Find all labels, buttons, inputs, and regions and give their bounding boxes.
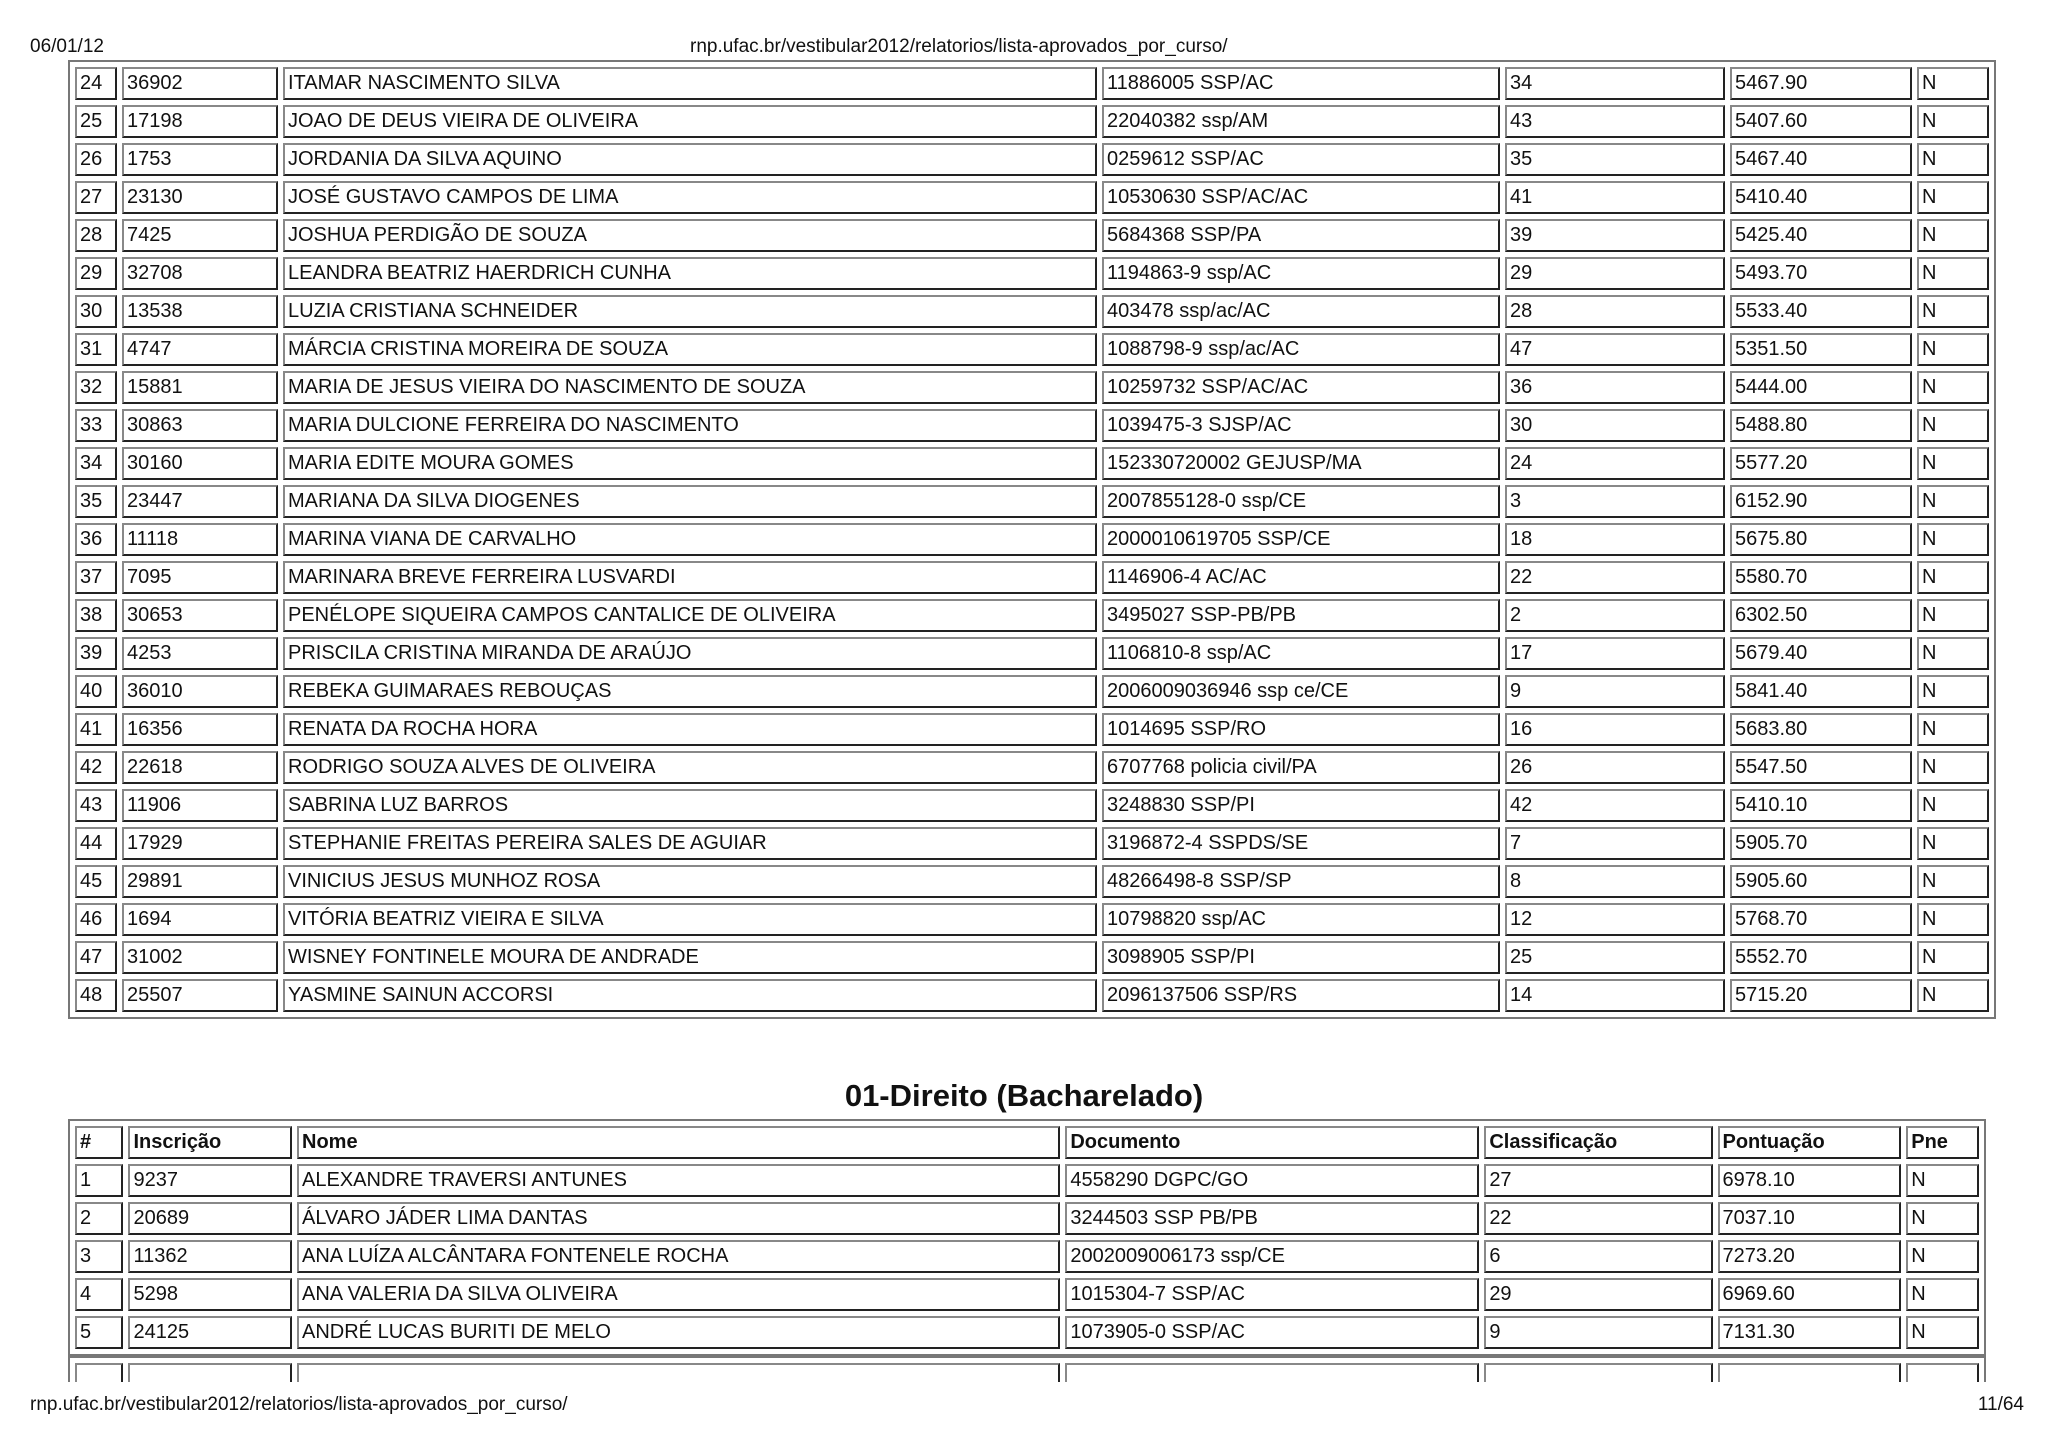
cell-pne: N <box>1917 409 1989 442</box>
cell-nome: JOAO DE DEUS VIEIRA DE OLIVEIRA <box>283 105 1097 138</box>
cell-rank: 25 <box>75 105 117 138</box>
table-row <box>75 941 1989 974</box>
cell-classificacao: 3 <box>1505 485 1725 518</box>
cell-inscricao: 23130 <box>122 181 278 214</box>
table-row <box>75 903 1989 936</box>
table-body <box>75 1164 1979 1349</box>
cell-inscricao: 31002 <box>122 941 278 974</box>
table-body <box>75 67 1989 1012</box>
cell-documento: 2007855128-0 ssp/CE <box>1102 485 1500 518</box>
cell-pontuacao: 5407.60 <box>1730 105 1912 138</box>
cell-pne: N <box>1917 561 1989 594</box>
header-rank: # <box>75 1126 123 1159</box>
table-row <box>75 181 1989 214</box>
cell-pne: N <box>1917 789 1989 822</box>
cell-rank: 45 <box>75 865 117 898</box>
cell-classificacao: 36 <box>1505 371 1725 404</box>
cell-documento: 3495027 SSP-PB/PB <box>1102 599 1500 632</box>
table-row <box>75 447 1989 480</box>
cell-inscricao: 15881 <box>122 371 278 404</box>
header-documento: Documento <box>1065 1126 1479 1159</box>
cell-pontuacao: 5580.70 <box>1730 561 1912 594</box>
cell-pontuacao: 5410.10 <box>1730 789 1912 822</box>
cell-inscricao: 30160 <box>122 447 278 480</box>
cell-inscricao: 24125 <box>128 1316 292 1349</box>
cell-pontuacao: 5467.40 <box>1730 143 1912 176</box>
cell-pne: N <box>1906 1316 1979 1349</box>
table-row <box>75 599 1989 632</box>
cell-inscricao: 11906 <box>122 789 278 822</box>
cell-nome: MARINA VIANA DE CARVALHO <box>283 523 1097 556</box>
cell-pontuacao: 5444.00 <box>1730 371 1912 404</box>
cell-rank: 30 <box>75 295 117 328</box>
cell-rank: 33 <box>75 409 117 442</box>
cell-inscricao: 20689 <box>128 1202 292 1235</box>
cell-inscricao: 11362 <box>128 1240 292 1273</box>
cell-pne: N <box>1906 1240 1979 1273</box>
cell-pontuacao: 5841.40 <box>1730 675 1912 708</box>
cell-documento: 22040382 ssp/AM <box>1102 105 1500 138</box>
table-row <box>75 637 1989 670</box>
cell-pne: N <box>1917 637 1989 670</box>
cell-pontuacao: 5467.90 <box>1730 67 1912 100</box>
cell-rank: 44 <box>75 827 117 860</box>
cell-nome: LEANDRA BEATRIZ HAERDRICH CUNHA <box>283 257 1097 290</box>
cell-documento: 1088798-9 ssp/ac/AC <box>1102 333 1500 366</box>
cell-nome: ANA LUÍZA ALCÂNTARA FONTENELE ROCHA <box>297 1240 1060 1273</box>
cell-documento: 10259732 SSP/AC/AC <box>1102 371 1500 404</box>
cell-pontuacao: 5488.80 <box>1730 409 1912 442</box>
cell-rank: 46 <box>75 903 117 936</box>
cell-pne: N <box>1917 865 1989 898</box>
cell-pne: N <box>1917 219 1989 252</box>
cell-rank: 37 <box>75 561 117 594</box>
cell-classificacao: 22 <box>1505 561 1725 594</box>
cell-inscricao: 4253 <box>122 637 278 670</box>
cell-pne: N <box>1917 599 1989 632</box>
cell-rank: 27 <box>75 181 117 214</box>
cell-rank: 47 <box>75 941 117 974</box>
cell-pontuacao: 7273.20 <box>1718 1240 1902 1273</box>
cell-nome: REBEKA GUIMARAES REBOUÇAS <box>283 675 1097 708</box>
cell-classificacao: 29 <box>1505 257 1725 290</box>
cell-rank: 1 <box>75 1164 123 1197</box>
cell-rank: 2 <box>75 1202 123 1235</box>
header-inscricao: Inscrição <box>128 1126 292 1159</box>
cell-nome: ÁLVARO JÁDER LIMA DANTAS <box>297 1202 1060 1235</box>
cell-classificacao: 34 <box>1505 67 1725 100</box>
cell-classificacao: 24 <box>1505 447 1725 480</box>
cell-rank: 32 <box>75 371 117 404</box>
cell-documento: 4558290 DGPC/GO <box>1065 1164 1479 1197</box>
cell-pne: N <box>1917 257 1989 290</box>
cell-pne: N <box>1906 1164 1979 1197</box>
cell-classificacao: 7 <box>1505 827 1725 860</box>
table-cell <box>1906 1363 1979 1382</box>
cell-pontuacao: 6978.10 <box>1718 1164 1902 1197</box>
table-row <box>75 485 1989 518</box>
cell-nome: MARIANA DA SILVA DIOGENES <box>283 485 1097 518</box>
cell-classificacao: 30 <box>1505 409 1725 442</box>
cell-inscricao: 7425 <box>122 219 278 252</box>
cell-pne: N <box>1917 903 1989 936</box>
cell-documento: 2000010619705 SSP/CE <box>1102 523 1500 556</box>
table-header-row <box>75 1126 1979 1159</box>
cell-nome: ANA VALERIA DA SILVA OLIVEIRA <box>297 1278 1060 1311</box>
cell-documento: 1015304-7 SSP/AC <box>1065 1278 1479 1311</box>
cell-rank: 48 <box>75 979 117 1012</box>
cell-pontuacao: 5577.20 <box>1730 447 1912 480</box>
cell-documento: 48266498-8 SSP/SP <box>1102 865 1500 898</box>
table-cell <box>1484 1363 1712 1382</box>
table-row <box>75 67 1989 100</box>
cell-inscricao: 7095 <box>122 561 278 594</box>
table-row <box>75 523 1989 556</box>
table-row <box>75 675 1989 708</box>
cell-nome: ITAMAR NASCIMENTO SILVA <box>283 67 1097 100</box>
cell-documento: 2002009006173 ssp/CE <box>1065 1240 1479 1273</box>
cell-nome: JORDANIA DA SILVA AQUINO <box>283 143 1097 176</box>
cell-pne: N <box>1917 675 1989 708</box>
cell-classificacao: 22 <box>1484 1202 1712 1235</box>
cell-rank: 34 <box>75 447 117 480</box>
cell-inscricao: 4747 <box>122 333 278 366</box>
cell-pne: N <box>1917 979 1989 1012</box>
cell-inscricao: 23447 <box>122 485 278 518</box>
cell-pne: N <box>1917 447 1989 480</box>
cell-nome: VINICIUS JESUS MUNHOZ ROSA <box>283 865 1097 898</box>
table-row <box>75 1316 1979 1349</box>
cell-classificacao: 17 <box>1505 637 1725 670</box>
cell-pontuacao: 5715.20 <box>1730 979 1912 1012</box>
cell-inscricao: 22618 <box>122 751 278 784</box>
cell-inscricao: 36902 <box>122 67 278 100</box>
cell-inscricao: 25507 <box>122 979 278 1012</box>
cell-rank: 3 <box>75 1240 123 1273</box>
cell-nome: VITÓRIA BEATRIZ VIEIRA E SILVA <box>283 903 1097 936</box>
cell-nome: PRISCILA CRISTINA MIRANDA DE ARAÚJO <box>283 637 1097 670</box>
cell-classificacao: 29 <box>1484 1278 1712 1311</box>
cell-nome: PENÉLOPE SIQUEIRA CAMPOS CANTALICE DE OLIVEIRA <box>283 599 1097 632</box>
cell-nome: MÁRCIA CRISTINA MOREIRA DE SOUZA <box>283 333 1097 366</box>
page-number: 11/64 <box>1977 1394 2024 1415</box>
cell-inscricao: 13538 <box>122 295 278 328</box>
cell-inscricao: 17929 <box>122 827 278 860</box>
table-row <box>75 143 1989 176</box>
cell-documento: 3196872-4 SSPDS/SE <box>1102 827 1500 860</box>
cell-pontuacao: 5679.40 <box>1730 637 1912 670</box>
cell-rank: 29 <box>75 257 117 290</box>
cell-nome: MARIA DULCIONE FERREIRA DO NASCIMENTO <box>283 409 1097 442</box>
cell-documento: 5684368 SSP/PA <box>1102 219 1500 252</box>
print-header-url: rnp.ufac.br/vestibular2012/relatorios/lista-aprovados_por_curso/ <box>690 36 1228 57</box>
cell-inscricao: 17198 <box>122 105 278 138</box>
cell-pontuacao: 5410.40 <box>1730 181 1912 214</box>
print-footer-url: rnp.ufac.br/vestibular2012/relatorios/lista-aprovados_por_curso/ <box>30 1394 568 1415</box>
cell-documento: 1146906-4 AC/AC <box>1102 561 1500 594</box>
cell-classificacao: 47 <box>1505 333 1725 366</box>
cell-documento: 1073905-0 SSP/AC <box>1065 1316 1479 1349</box>
section-title: 01-Direito (Bacharelado) <box>844 1078 1204 1113</box>
cell-pne: N <box>1917 67 1989 100</box>
cell-pontuacao: 6969.60 <box>1718 1278 1902 1311</box>
table-row <box>75 1240 1979 1273</box>
table-row <box>75 1202 1979 1235</box>
cell-inscricao: 16356 <box>122 713 278 746</box>
cell-rank: 42 <box>75 751 117 784</box>
cell-classificacao: 42 <box>1505 789 1725 822</box>
cell-pontuacao: 5351.50 <box>1730 333 1912 366</box>
cell-documento: 1039475-3 SJSP/AC <box>1102 409 1500 442</box>
header-pne: Pne <box>1906 1126 1979 1159</box>
direito-approved-table <box>68 1119 1986 1356</box>
cell-pne: N <box>1906 1278 1979 1311</box>
table-row <box>75 295 1989 328</box>
table-row <box>75 105 1989 138</box>
header-classificacao: Classificação <box>1484 1126 1712 1159</box>
cut-off-row <box>68 1356 1986 1382</box>
approved-list-table-continued <box>68 60 1996 1019</box>
table-row <box>75 371 1989 404</box>
cell-classificacao: 41 <box>1505 181 1725 214</box>
cell-pne: N <box>1917 941 1989 974</box>
cell-documento: 3098905 SSP/PI <box>1102 941 1500 974</box>
cell-classificacao: 39 <box>1505 219 1725 252</box>
cell-nome: SABRINA LUZ BARROS <box>283 789 1097 822</box>
cell-classificacao: 16 <box>1505 713 1725 746</box>
cell-nome: JOSHUA PERDIGÃO DE SOUZA <box>283 219 1097 252</box>
cell-classificacao: 2 <box>1505 599 1725 632</box>
cell-pne: N <box>1917 105 1989 138</box>
cell-inscricao: 32708 <box>122 257 278 290</box>
cell-rank: 35 <box>75 485 117 518</box>
cell-classificacao: 43 <box>1505 105 1725 138</box>
cell-pontuacao: 6152.90 <box>1730 485 1912 518</box>
table-row <box>75 561 1989 594</box>
table-cell <box>75 1363 123 1382</box>
cell-classificacao: 12 <box>1505 903 1725 936</box>
table-row <box>75 1164 1979 1197</box>
cell-classificacao: 27 <box>1484 1164 1712 1197</box>
cell-rank: 43 <box>75 789 117 822</box>
cell-inscricao: 1753 <box>122 143 278 176</box>
cell-classificacao: 8 <box>1505 865 1725 898</box>
cell-pontuacao: 5425.40 <box>1730 219 1912 252</box>
cell-pne: N <box>1917 713 1989 746</box>
table-row <box>75 789 1989 822</box>
cell-documento: 1194863-9 ssp/AC <box>1102 257 1500 290</box>
cell-documento: 6707768 policia civil/PA <box>1102 751 1500 784</box>
cell-classificacao: 35 <box>1505 143 1725 176</box>
cell-documento: 11886005 SSP/AC <box>1102 67 1500 100</box>
cell-classificacao: 6 <box>1484 1240 1712 1273</box>
table-cell <box>128 1363 292 1382</box>
cell-documento: 1106810-8 ssp/AC <box>1102 637 1500 670</box>
cell-rank: 36 <box>75 523 117 556</box>
cell-nome: ANDRÉ LUCAS BURITI DE MELO <box>297 1316 1060 1349</box>
header-pontuacao: Pontuação <box>1718 1126 1902 1159</box>
cell-nome: YASMINE SAINUN ACCORSI <box>283 979 1097 1012</box>
header-nome: Nome <box>297 1126 1060 1159</box>
cell-pontuacao: 5905.70 <box>1730 827 1912 860</box>
cell-classificacao: 25 <box>1505 941 1725 974</box>
cell-inscricao: 1694 <box>122 903 278 936</box>
cell-classificacao: 14 <box>1505 979 1725 1012</box>
cell-pontuacao: 5675.80 <box>1730 523 1912 556</box>
cell-classificacao: 26 <box>1505 751 1725 784</box>
cell-inscricao: 29891 <box>122 865 278 898</box>
table-row <box>75 257 1989 290</box>
cell-pne: N <box>1906 1202 1979 1235</box>
continued-row-fragment <box>68 1356 1990 1382</box>
table-row <box>75 409 1989 442</box>
table-row <box>75 1278 1979 1311</box>
cell-classificacao: 28 <box>1505 295 1725 328</box>
cell-inscricao: 36010 <box>122 675 278 708</box>
cell-nome: LUZIA CRISTIANA SCHNEIDER <box>283 295 1097 328</box>
table-row <box>75 751 1989 784</box>
cell-nome: JOSÉ GUSTAVO CAMPOS DE LIMA <box>283 181 1097 214</box>
cell-rank: 5 <box>75 1316 123 1349</box>
table-row <box>75 865 1989 898</box>
cell-pne: N <box>1917 371 1989 404</box>
cell-pontuacao: 5552.70 <box>1730 941 1912 974</box>
cell-documento: 3248830 SSP/PI <box>1102 789 1500 822</box>
cell-rank: 40 <box>75 675 117 708</box>
table-cell <box>297 1363 1060 1382</box>
table-row <box>75 219 1989 252</box>
cell-rank: 31 <box>75 333 117 366</box>
cell-nome: MARIA EDITE MOURA GOMES <box>283 447 1097 480</box>
cell-classificacao: 18 <box>1505 523 1725 556</box>
cell-pontuacao: 7131.30 <box>1718 1316 1902 1349</box>
table-row <box>75 713 1989 746</box>
cell-nome: STEPHANIE FREITAS PEREIRA SALES DE AGUIAR <box>283 827 1097 860</box>
cell-pne: N <box>1917 181 1989 214</box>
cell-documento: 10530630 SSP/AC/AC <box>1102 181 1500 214</box>
cell-rank: 38 <box>75 599 117 632</box>
cell-pontuacao: 7037.10 <box>1718 1202 1902 1235</box>
cell-documento: 1014695 SSP/RO <box>1102 713 1500 746</box>
cell-nome: MARIA DE JESUS VIEIRA DO NASCIMENTO DE SOUZA <box>283 371 1097 404</box>
cell-inscricao: 30863 <box>122 409 278 442</box>
table-cell <box>1065 1363 1479 1382</box>
cell-documento: 2096137506 SSP/RS <box>1102 979 1500 1012</box>
cell-rank: 41 <box>75 713 117 746</box>
cell-pne: N <box>1917 333 1989 366</box>
cell-documento: 403478 ssp/ac/AC <box>1102 295 1500 328</box>
cell-nome: WISNEY FONTINELE MOURA DE ANDRADE <box>283 941 1097 974</box>
cell-rank: 24 <box>75 67 117 100</box>
cell-pontuacao: 5768.70 <box>1730 903 1912 936</box>
cell-pontuacao: 6302.50 <box>1730 599 1912 632</box>
cell-rank: 4 <box>75 1278 123 1311</box>
cell-documento: 3244503 SSP PB/PB <box>1065 1202 1479 1235</box>
table-row <box>75 333 1989 366</box>
cell-documento: 0259612 SSP/AC <box>1102 143 1500 176</box>
cell-pne: N <box>1917 295 1989 328</box>
cell-inscricao: 9237 <box>128 1164 292 1197</box>
cell-classificacao: 9 <box>1505 675 1725 708</box>
cell-inscricao: 5298 <box>128 1278 292 1311</box>
cell-classificacao: 9 <box>1484 1316 1712 1349</box>
cell-pne: N <box>1917 827 1989 860</box>
cell-documento: 10798820 ssp/AC <box>1102 903 1500 936</box>
table-row <box>75 979 1989 1012</box>
cell-pne: N <box>1917 143 1989 176</box>
cell-pontuacao: 5533.40 <box>1730 295 1912 328</box>
cell-pontuacao: 5493.70 <box>1730 257 1912 290</box>
table-cell <box>1718 1363 1902 1382</box>
cell-documento: 152330720002 GEJUSP/MA <box>1102 447 1500 480</box>
cell-pne: N <box>1917 523 1989 556</box>
cell-rank: 39 <box>75 637 117 670</box>
cell-pontuacao: 5683.80 <box>1730 713 1912 746</box>
table-row <box>75 1363 1979 1382</box>
cell-inscricao: 30653 <box>122 599 278 632</box>
cell-nome: MARINARA BREVE FERREIRA LUSVARDI <box>283 561 1097 594</box>
cell-nome: ALEXANDRE TRAVERSI ANTUNES <box>297 1164 1060 1197</box>
cell-pne: N <box>1917 485 1989 518</box>
cell-pontuacao: 5547.50 <box>1730 751 1912 784</box>
cell-rank: 26 <box>75 143 117 176</box>
cell-pontuacao: 5905.60 <box>1730 865 1912 898</box>
cell-pne: N <box>1917 751 1989 784</box>
cell-inscricao: 11118 <box>122 523 278 556</box>
cell-rank: 28 <box>75 219 117 252</box>
cell-nome: RENATA DA ROCHA HORA <box>283 713 1097 746</box>
table-row <box>75 827 1989 860</box>
cell-documento: 2006009036946 ssp ce/CE <box>1102 675 1500 708</box>
cell-nome: RODRIGO SOUZA ALVES DE OLIVEIRA <box>283 751 1097 784</box>
print-date: 06/01/12 <box>30 36 104 57</box>
